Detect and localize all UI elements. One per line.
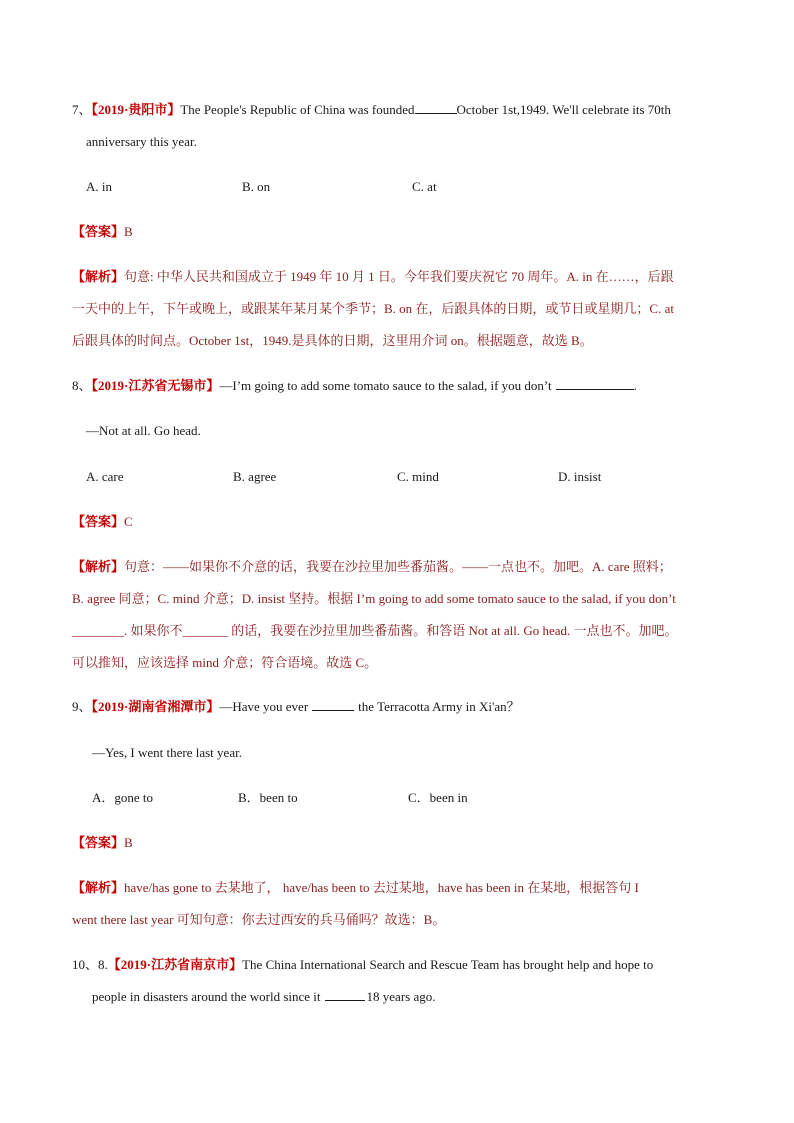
option-c: C. mind <box>397 469 439 484</box>
answer-label: 【答案】 <box>72 835 125 850</box>
answer-value: C <box>124 514 133 529</box>
option-d: D. insist <box>558 469 602 484</box>
source-tag: 【2019·湖南省湘潭市】 <box>91 699 220 714</box>
answer-line <box>72 513 133 531</box>
analysis-line: ________. 如果你不_______ 的话，我要在沙拉里加些番茄酱。和答语 Not at all. Go head. 一点也不。加吧。 <box>72 623 678 638</box>
answer-blank <box>325 988 365 1001</box>
question-number: 10、8. <box>72 957 108 972</box>
option-c: C. at <box>412 179 437 194</box>
analysis-line: 一天中的上午，下午或晚上，或跟某年某月某个季节；B. on 在，后跟具体的日期，或节日或星期几；C. at <box>72 301 674 316</box>
source-tag: 【2019·江苏省南京市】 <box>107 957 243 972</box>
stem-text: 18 years ago. <box>366 989 436 1004</box>
option-a: A. in <box>86 179 112 194</box>
question-number: 9、 <box>72 699 92 714</box>
answer-blank <box>415 101 457 114</box>
question-8-stem <box>72 377 637 395</box>
analysis-line <box>72 558 672 576</box>
stem-text: —Have you ever <box>219 699 309 714</box>
analysis-line: went there last year 可知句意：你去过西安的兵马俑吗？故选：B。 <box>72 912 446 927</box>
answer-line <box>72 834 133 852</box>
analysis-text: 句意：——如果你不介意的话，我要在沙拉里加些番茄酱。——一点也不。加吧。A. care 照料； <box>124 559 672 574</box>
question-9-stem <box>72 698 520 716</box>
analysis-label: 【解析】 <box>72 880 125 895</box>
analysis-label: 【解析】 <box>72 559 125 574</box>
stem-text: people in disasters around the world since it <box>92 989 321 1004</box>
question-9-stem-line2: —Yes, I went there last year. <box>92 745 242 760</box>
stem-text: October 1st,1949. We'll celebrate its 70th <box>456 102 671 117</box>
stem-text: The People's Republic of China was founded <box>180 102 415 117</box>
answer-value: B <box>124 835 133 850</box>
stem-text: —I’m going to add some tomato sauce to the salad, if you don’t <box>219 378 552 393</box>
stem-text: the Terracotta Army in Xi'an？ <box>358 699 520 714</box>
analysis-text: 句意: 中华人民共和国成立于 1949 年 10 月 1 日。今年我们要庆祝它 70 周年。A. in 在……，后跟 <box>124 269 674 284</box>
answer-blank <box>312 698 354 711</box>
analysis-line: 后跟具体的时间点。October 1st，1949.是具体的日期，这里用介词 on。根据题意，故选 B。 <box>72 333 593 348</box>
answer-label: 【答案】 <box>72 224 125 239</box>
option-b: B. on <box>242 179 271 194</box>
source-tag: 【2019·江苏省无锡市】 <box>91 378 220 393</box>
stem-text: . <box>633 378 637 393</box>
answer-blank <box>556 377 634 390</box>
option-c: C．been in <box>408 790 468 805</box>
option-a: A. care <box>86 469 124 484</box>
question-10-stem-line2 <box>92 988 435 1006</box>
option-b: B．been to <box>238 790 298 805</box>
analysis-line <box>72 879 639 897</box>
stem-text: The China International Search and Rescue Team has brought help and hope to <box>242 957 654 972</box>
question-number: 8、 <box>72 378 92 393</box>
analysis-line <box>72 268 674 286</box>
analysis-line: B. agree 同意；C. mind 介意；D. insist 坚持。根据 I’m going to add some tomato sauce to the salad, if you don’t <box>72 591 676 606</box>
question-10-stem <box>72 956 653 974</box>
option-b: B. agree <box>233 469 277 484</box>
question-7-stem <box>72 101 671 119</box>
question-8-stem-line2: —Not at all. Go head. <box>86 423 201 438</box>
question-number: 7、 <box>72 102 92 117</box>
question-7-stem-line2: anniversary this year. <box>86 134 197 149</box>
option-a: A．gone to <box>92 790 154 805</box>
analysis-text: have/has gone to 去某地了， have/has been to 去过某地，have has been in 在某地，根据答句 I <box>124 880 639 895</box>
answer-line <box>72 223 133 241</box>
analysis-label: 【解析】 <box>72 269 125 284</box>
analysis-line: 可以推知，应该选择 mind 介意；符合语境。故选 C。 <box>72 655 378 670</box>
answer-value: B <box>124 224 133 239</box>
answer-label: 【答案】 <box>72 514 125 529</box>
source-tag: 【2019·贵阳市】 <box>91 102 181 117</box>
